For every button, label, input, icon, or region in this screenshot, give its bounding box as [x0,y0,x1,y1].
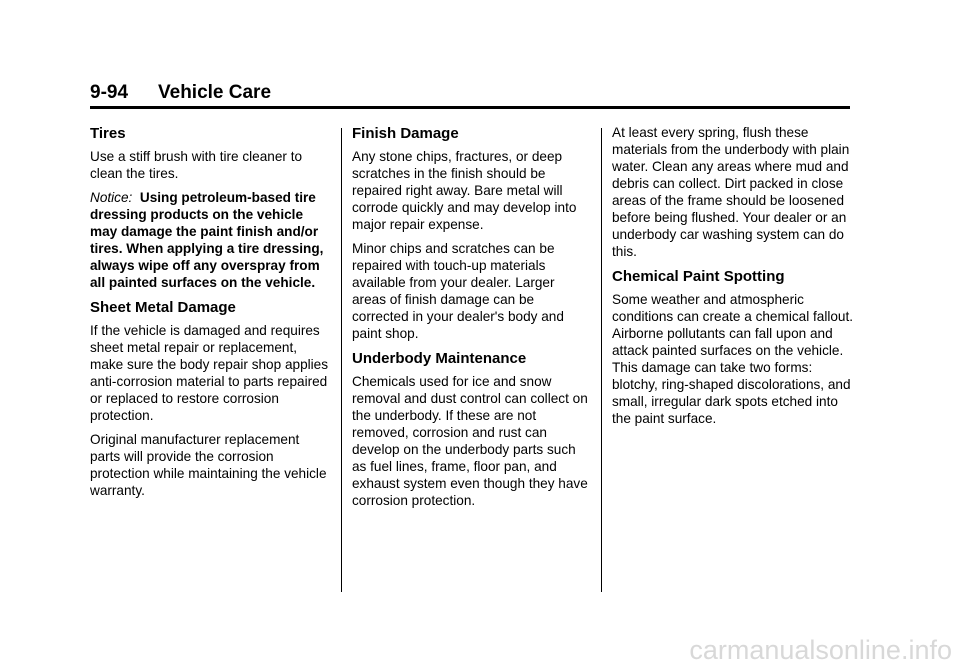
section-title: Vehicle Care [158,82,272,103]
tires-notice [90,189,332,291]
column-3 [612,124,857,434]
sheet-metal-paragraph-1: If the vehicle is damaged and requires sheet metal repair or replacement, make sure the body repair shop applies anti-corrosion material to parts repaired or replaced to restore corrosion protection. [90,323,329,423]
tires-heading: Tires [90,125,126,142]
underbody-paragraph-1: Chemicals used for ice and snow removal and dust control can collect on the underbody. If these are not removed, corrosion and rust can develop on the underbody parts such as fuel lines, frame, floor pan, and exhaust system even though they have corrosion protection. [352,374,588,508]
notice-label: Notice: [90,190,133,205]
notice-text: Using petroleum-based tire dressing products on the vehicle may damage the paint finish and/or tires. When applying a tire dressing, always wipe off any overspray from all painted surfaces on the vehicle. [90,190,324,290]
underbody-paragraph-2: At least every spring, flush these materials from the underbody with plain water. Clean any areas where mud and debris can collect. Dirt packed in close areas of the frame should be loosened before being flushed. Your dealer or an underbody car washing system can do this. [612,125,850,259]
column-divider-2 [601,128,602,592]
page-number: 9-94 [90,82,129,103]
watermark: carmanualsonline.info [689,635,952,665]
column-divider-1 [341,128,342,592]
tires-paragraph: Use a stiff brush with tire cleaner to clean the tires. [90,149,303,181]
chemical-paint-paragraph: Some weather and atmospheric conditions can create a chemical fallout. Airborne pollutants can fall upon and attack painted surfaces on the vehicle. This damage can take two forms: blotchy, ring-shaped discolorations, and small, irregular dark spots etched into the paint surface. [612,292,854,426]
finish-damage-paragraph-2: Minor chips and scratches can be repaired with touch-up materials available from your dealer. Larger areas of finish damage can be corrected in your dealer's body and paint shop. [352,241,564,341]
finish-damage-heading: Finish Damage [352,125,459,142]
column-2 [352,124,592,516]
sheet-metal-heading: Sheet Metal Damage [90,299,236,316]
chemical-paint-heading: Chemical Paint Spotting [612,268,785,285]
sheet-metal-paragraph-2: Original manufacturer replacement parts will provide the corrosion protection while maintaining the vehicle warranty. [90,432,327,498]
page-header [90,80,850,109]
underbody-heading: Underbody Maintenance [352,350,527,367]
column-1 [90,124,332,506]
finish-damage-paragraph-1: Any stone chips, fractures, or deep scratches in the finish should be repaired right away. Bare metal will corrode quickly and may develop into major repair expense. [352,149,577,232]
